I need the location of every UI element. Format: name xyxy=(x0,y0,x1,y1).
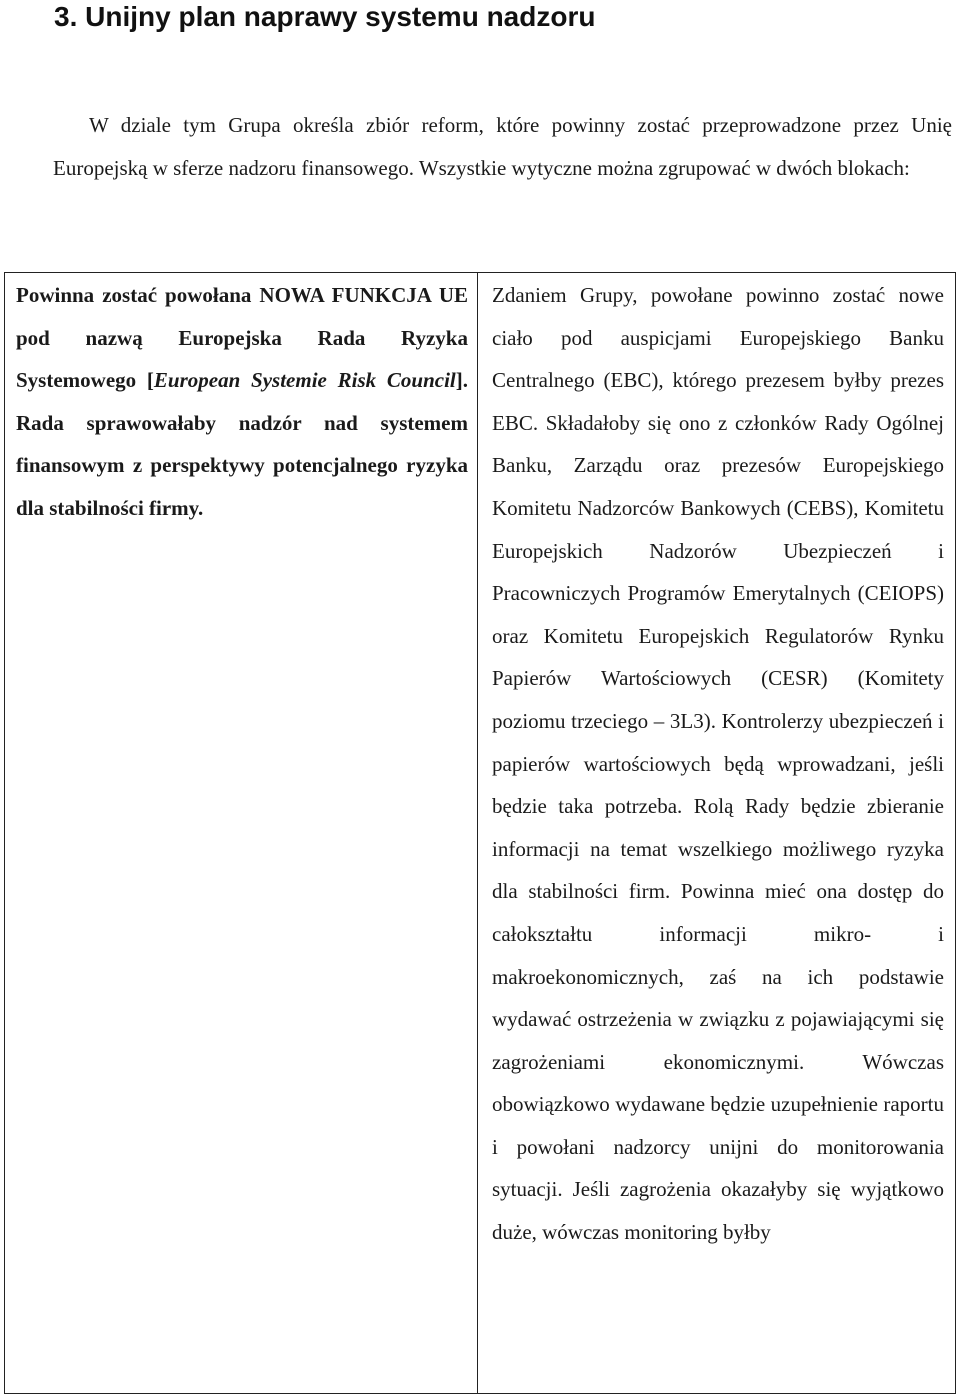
intro-paragraph: W dziale tym Grupa określa zbiór reform, które powinny zostać przeprowadzone przez Unię Europejską w sferze nadzoru finansowego. Wszystkie wytyczne można zgrupować w dwóch blokach: xyxy=(53,113,952,180)
left-cell-text-italic: European Systemie Risk Council xyxy=(153,368,456,393)
table-cell-left xyxy=(16,274,468,530)
left-cell-text-end: ]. Rada sprawowałaby nadzór nad systemem finansowym z perspektywy potencjalnego ryzyka dla stabilności firmy. xyxy=(16,368,468,520)
table-cell-right: Zdaniem Grupy, powołane powinno zostać nowe ciało pod auspicjami Europejskiego Banku Centralnego (EBC), którego prezesem byłby prezes EBC. Składałoby się ono z członków Rady Ogólnej Banku, Zarządu oraz prezesów Europejskiego Komitetu Nadzorców Bankowych (CEBS), Komitetu Europejskich Nadzorów Ubezpieczeń i Pracowniczych Programów Emerytalnych (CEIOPS) oraz Komitetu Europejskich Regulatorów Rynku Papierów Wartościowych (CESR) (Komitety poziomu trzeciego – 3L3). Kontrolerzy ubezpieczeń i papierów wartościowych będą wprowadzani, jeśli będzie taka potrzeba. Rolą Rady będzie zbieranie informacji na temat wszelkiego możliwego ryzyka dla stabilności firm. Powinna mieć ona dostęp do całokształtu informacji mikro- i makroekonomicznych, zaś na ich podstawie wydawać ostrzeżenia w związku z pojawiającymi się zagrożeniami ekonomicznymi. Wówczas obowiązkowo wydawane będzie uzupełnienie raportu i powołani nadzorcy unijni do monitorowania sytuacji. Jeśli zagrożenia okazałyby się wyjątkowo duże, wówczas monitoring byłby xyxy=(492,283,944,1245)
section-title: 3. Unijny plan naprawy systemu nadzoru xyxy=(54,1,596,32)
table-column-divider xyxy=(477,272,478,1394)
left-cell-text-start: Powinna zostać powołana NOWA FUNKCJA UE pod nazwą Europejska Rada Ryzyka Systemowego [ xyxy=(16,283,468,393)
